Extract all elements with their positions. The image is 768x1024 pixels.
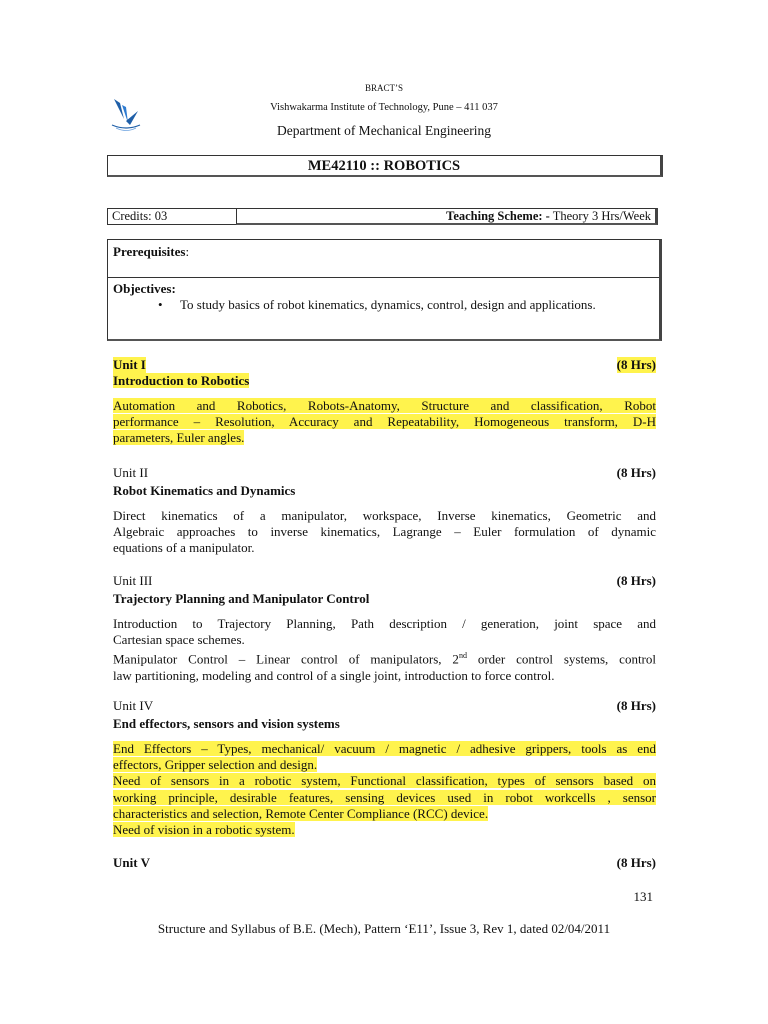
prerequisites-divider	[108, 277, 659, 278]
content-line-text: order control systems, control	[466, 651, 657, 667]
unit-content	[113, 508, 656, 557]
page-footer: Structure and Syllabus of B.E. (Mech), Pattern ‘E11’, Issue 3, Rev 1, dated 02/04/2011	[157, 921, 611, 936]
content-line: Cartesian space schemes.	[113, 632, 245, 648]
content-line-text: effectors, Gripper selection and design.	[113, 757, 318, 773]
content-line	[113, 414, 656, 430]
unit-hours: (8 Hrs)	[616, 855, 656, 870]
unit-hours: (8 Hrs)	[616, 573, 656, 588]
course-title: ME42110 :: ROBOTICS	[307, 158, 461, 174]
content-line-text: Need of vision in a robotic system.	[113, 822, 295, 838]
prerequisites-colon: :	[185, 244, 190, 259]
content-line	[113, 430, 656, 446]
content-line	[113, 757, 656, 773]
content-line-text: working principle, desirable features, sensing devices used in robot workcells , sensor	[113, 789, 656, 805]
page-number: 131	[633, 889, 653, 904]
teaching-scheme-label: Teaching Scheme: -	[446, 209, 550, 223]
unit-content	[113, 741, 656, 838]
content-line	[113, 790, 656, 806]
unit-hours: (8 Hrs)	[616, 698, 656, 713]
unit-hours: (8 Hrs)	[616, 465, 656, 480]
unit-label: Unit III	[113, 573, 153, 588]
content-line-text: parameters, Euler angles.	[113, 430, 245, 446]
content-line: Algebraic approaches to inverse kinematics, Lagrange – Euler formulation of dynamic	[113, 524, 656, 540]
content-line	[113, 806, 656, 822]
unit-label: Unit I	[113, 357, 146, 372]
credits-text: Credits: 03	[112, 209, 168, 223]
prerequisites-label	[113, 244, 189, 260]
unit-title	[113, 373, 249, 389]
content-line-text: Manipulator Control – Linear control of manipulators, 2	[113, 651, 459, 667]
content-line-text: characteristics and selection, Remote Center Compliance (RCC) device.	[113, 805, 489, 821]
course-title-box	[107, 155, 663, 177]
org-name: BRACT’S	[364, 83, 403, 93]
unit-title: End effectors, sensors and vision systems	[113, 716, 340, 731]
institute-logo-icon	[108, 97, 144, 135]
content-line-text: End Effectors – Types, mechanical/ vacuum / magnetic / adhesive grippers, tools as end	[113, 741, 656, 756]
unit-label: Unit II	[113, 465, 149, 480]
content-line: equations of a manipulator.	[113, 540, 255, 556]
credits-box	[107, 208, 237, 225]
content-line-text: performance – Resolution, Accuracy and Repeatability, Homogeneous transform, D-H	[113, 414, 656, 430]
unit-title: Trajectory Planning and Manipulator Control	[113, 591, 370, 606]
content-line	[113, 398, 656, 414]
bullet-icon: •	[158, 297, 163, 312]
institute-name: Vishwakarma Institute of Technology, Pune – 411 037	[270, 102, 498, 113]
content-line	[113, 773, 656, 789]
content-line-text: Need of sensors in a robotic system, Functional classification, types of sensors based on	[113, 773, 656, 789]
department-name: Department of Mechanical Engineering	[276, 123, 492, 138]
superscript: nd	[458, 651, 467, 661]
unit-content	[113, 616, 656, 684]
content-line	[113, 648, 656, 668]
unit-hours: (8 Hrs)	[616, 357, 656, 372]
teaching-scheme-value: Theory 3 Hrs/Week	[549, 209, 651, 223]
unit-content	[113, 398, 656, 447]
unit-title: Robot Kinematics and Dynamics	[113, 483, 296, 498]
prerequisites-box	[107, 239, 662, 341]
objectives-list-item	[158, 297, 596, 313]
unit-label: Unit V	[113, 855, 150, 870]
content-line	[113, 741, 656, 757]
teaching-scheme-text	[446, 209, 651, 224]
content-line: law partitioning, modeling and control of a single joint, introduction to force control.	[113, 667, 555, 683]
objectives-label: Objectives:	[113, 281, 176, 296]
content-line	[113, 822, 656, 838]
unit-label: Unit IV	[113, 698, 154, 713]
unit-title-text: Introduction to Robotics	[113, 373, 250, 388]
teaching-scheme-box	[236, 208, 658, 225]
content-line: Direct kinematics of a manipulator, workspace, Inverse kinematics, Geometric and	[113, 508, 656, 523]
prerequisites-label-text: Prerequisites	[113, 244, 186, 259]
content-line-text: Automation and Robotics, Robots-Anatomy, Structure and classification, Robot	[113, 398, 656, 413]
content-line: Introduction to Trajectory Planning, Path description / generation, joint space and	[113, 616, 656, 631]
objective-text: To study basics of robot kinematics, dynamics, control, design and applications.	[180, 297, 596, 312]
